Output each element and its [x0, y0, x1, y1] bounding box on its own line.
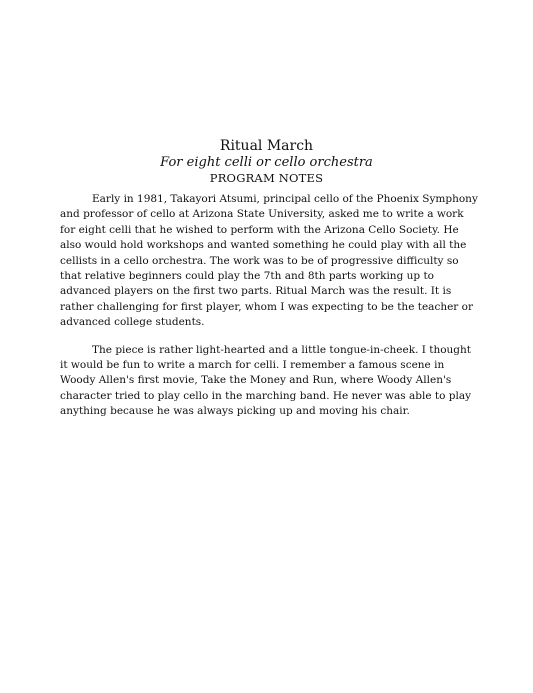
program-notes-body [60, 192, 480, 432]
document-subtitle: For eight celli or cello orchestra [160, 155, 373, 170]
paragraph-2: The piece is rather light-hearted and a little tongue-in-cheek. I thought it would be fun to write a march for celli. I remember a famous scene in Woody Allen's first movie, Take the Money and Run, where Woody Allen's character tried to play cello in the marching band. He never was able to play anything because he was always picking up and moving his chair. [60, 343, 472, 418]
paragraph-1: Early in 1981, Takayori Atsumi, principal cello of the Phoenix Symphony and professor of cello at Arizona State University, asked me to write a work for eight celli that he wished to perform with the Arizona Cello Society. He also would hold workshops and wanted something he could play with all the cellists in a cello orchestra. The work was to be of progressive difficulty so that relative beginners could play the 7th and 8th parts working up to advanced players on the first two parts. Ritual March was the result. It is rather challenging for first player, whom I was expecting to be the teacher or advanced college students. [60, 193, 478, 329]
document-title: Ritual March [219, 138, 314, 154]
document-header [0, 138, 533, 186]
section-label: PROGRAM NOTES [209, 171, 324, 185]
